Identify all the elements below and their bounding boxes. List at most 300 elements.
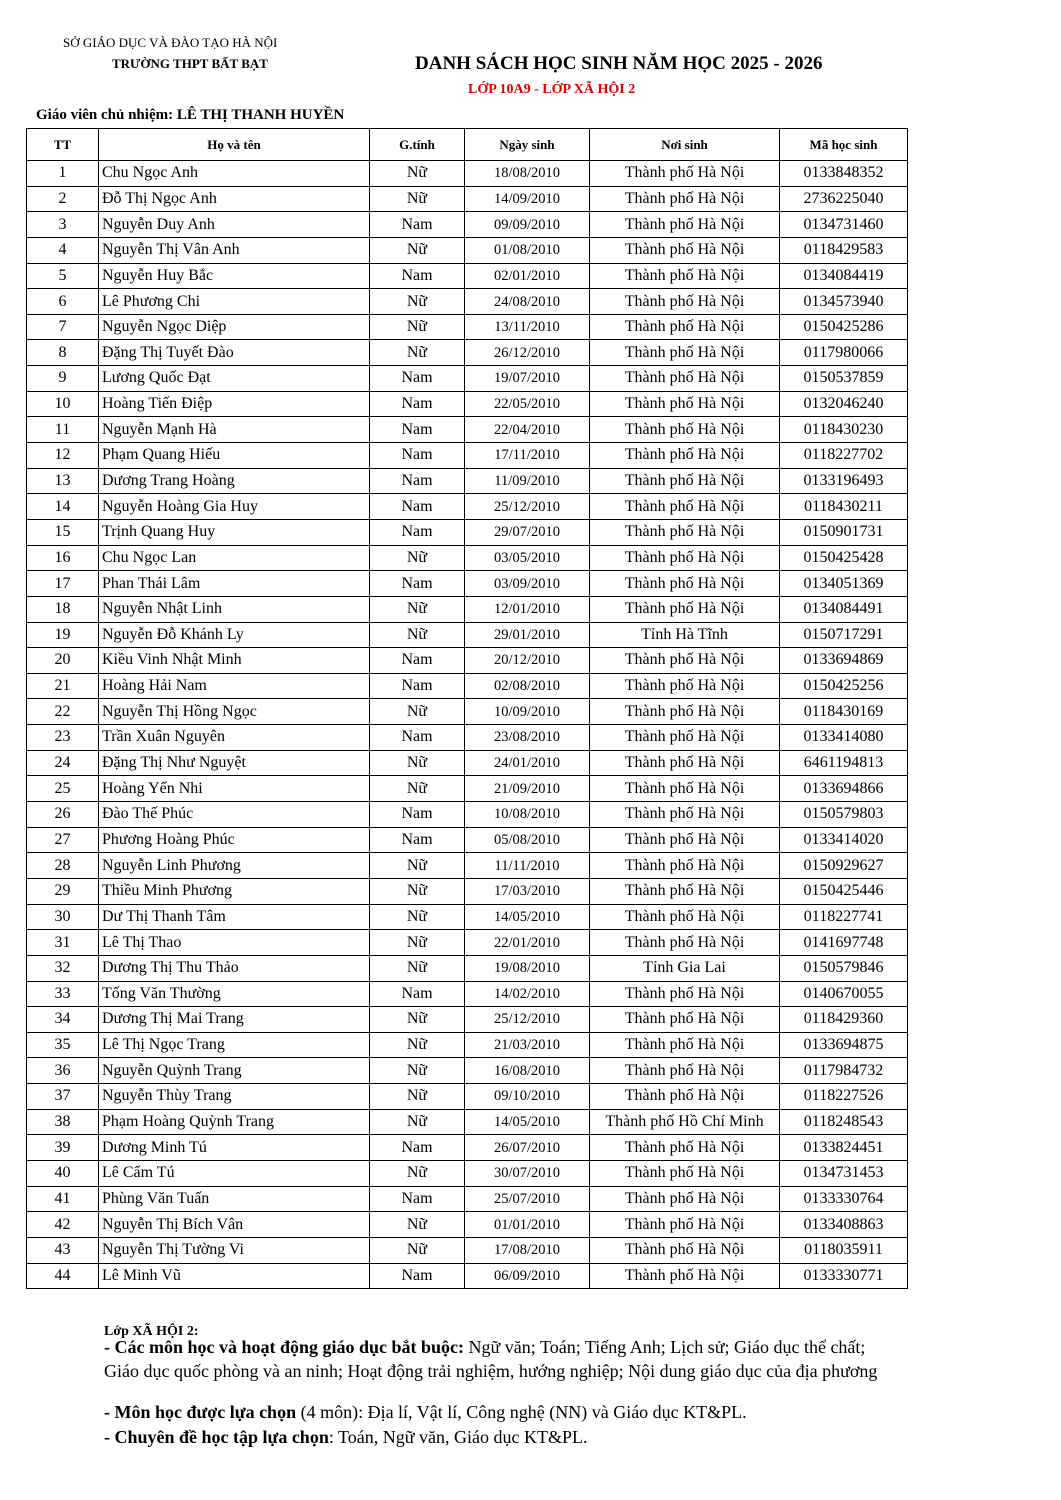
cell-tt: 22: [27, 699, 99, 725]
cell-student-id: 0140670055: [780, 981, 908, 1007]
cell-dob: 03/09/2010: [465, 571, 590, 597]
cell-student-id: 6461194813: [780, 750, 908, 776]
cell-gender: Nam: [370, 725, 465, 751]
student-table: [26, 128, 908, 1289]
cell-gender: Nữ: [370, 545, 465, 571]
cell-tt: 12: [27, 443, 99, 469]
cell-student-id: 0133196493: [780, 468, 908, 494]
cell-birthplace: Thành phố Hà Nội: [590, 161, 780, 187]
cell-student-id: 0133414080: [780, 725, 908, 751]
cell-dob: 20/12/2010: [465, 648, 590, 674]
col-header-birthplace: Nơi sinh: [590, 129, 780, 161]
cell-tt: 7: [27, 314, 99, 340]
elective-text: (4 môn): Địa lí, Vật lí, Công nghệ (NN) và Giáo dục KT&PL.: [296, 1402, 747, 1422]
cell-birthplace: Thành phố Hà Nội: [590, 802, 780, 828]
cell-name: Lê Minh Vũ: [99, 1263, 370, 1289]
cell-birthplace: Thành phố Hà Nội: [590, 1032, 780, 1058]
cell-name: Nguyễn Mạnh Hà: [99, 417, 370, 443]
cell-dob: 01/01/2010: [465, 1212, 590, 1238]
cell-birthplace: Thành phố Hà Nội: [590, 776, 780, 802]
cell-tt: 39: [27, 1135, 99, 1161]
cell-name: Nguyễn Duy Anh: [99, 212, 370, 238]
compulsory-text: Ngữ văn; Toán; Tiếng Anh; Lịch sử; Giáo dục thể chất; Giáo dục quốc phòng và an ninh; Hoạt động trải nghiệm, hướng nghiệp; Nội dung giáo dục của địa phương: [104, 1337, 878, 1381]
notes-title: Lớp XÃ HỘI 2:: [104, 1324, 199, 1339]
table-row: [27, 1160, 908, 1186]
table-row: [27, 443, 908, 469]
cell-student-id: 0118227702: [780, 443, 908, 469]
cell-tt: 14: [27, 494, 99, 520]
department-name: SỞ GIÁO DỤC VÀ ĐÀO TẠO HÀ NỘI: [63, 35, 278, 50]
page-title: DANH SÁCH HỌC SINH NĂM HỌC 2025 - 2026: [415, 53, 823, 74]
cell-birthplace: Thành phố Hà Nội: [590, 1263, 780, 1289]
cell-gender: Nam: [370, 263, 465, 289]
cell-birthplace: Thành phố Hà Nội: [590, 750, 780, 776]
cell-dob: 02/01/2010: [465, 263, 590, 289]
cell-student-id: 0118430169: [780, 699, 908, 725]
table-row: [27, 1084, 908, 1110]
cell-dob: 26/07/2010: [465, 1135, 590, 1161]
cell-student-id: 0118035911: [780, 1237, 908, 1263]
cell-birthplace: Thành phố Hà Nội: [590, 930, 780, 956]
cell-birthplace: Thành phố Hà Nội: [590, 853, 780, 879]
cell-gender: Nam: [370, 391, 465, 417]
cell-student-id: 0134084419: [780, 263, 908, 289]
cell-tt: 9: [27, 366, 99, 392]
cell-student-id: 0150579803: [780, 802, 908, 828]
cell-tt: 10: [27, 391, 99, 417]
cell-gender: Nam: [370, 981, 465, 1007]
cell-tt: 20: [27, 648, 99, 674]
cell-birthplace: Thành phố Hà Nội: [590, 725, 780, 751]
cell-gender: Nữ: [370, 955, 465, 981]
cell-dob: 11/11/2010: [465, 853, 590, 879]
cell-dob: 17/08/2010: [465, 1237, 590, 1263]
cell-birthplace: Thành phố Hà Nội: [590, 1237, 780, 1263]
cell-name: Phạm Quang Hiếu: [99, 443, 370, 469]
cell-tt: 8: [27, 340, 99, 366]
cell-student-id: 0150425446: [780, 878, 908, 904]
cell-gender: Nữ: [370, 930, 465, 956]
cell-name: Đỗ Thị Ngọc Anh: [99, 186, 370, 212]
cell-gender: Nữ: [370, 1058, 465, 1084]
cell-birthplace: Thành phố Hà Nội: [590, 519, 780, 545]
cell-student-id: 0133694875: [780, 1032, 908, 1058]
cell-student-id: 0150425256: [780, 673, 908, 699]
cell-student-id: 0150537859: [780, 366, 908, 392]
cell-name: Đặng Thị Tuyết Đào: [99, 340, 370, 366]
table-row: [27, 853, 908, 879]
cell-name: Lê Thị Ngọc Trang: [99, 1032, 370, 1058]
cell-dob: 21/03/2010: [465, 1032, 590, 1058]
cell-name: Nguyễn Thị Hồng Ngọc: [99, 699, 370, 725]
cell-student-id: 0118430230: [780, 417, 908, 443]
cell-dob: 18/08/2010: [465, 161, 590, 187]
col-header-gender: G.tính: [370, 129, 465, 161]
cell-dob: 25/07/2010: [465, 1186, 590, 1212]
table-row: [27, 494, 908, 520]
cell-birthplace: Thành phố Hà Nội: [590, 545, 780, 571]
table-row: [27, 904, 908, 930]
cell-gender: Nữ: [370, 1109, 465, 1135]
cell-dob: 03/05/2010: [465, 545, 590, 571]
cell-tt: 32: [27, 955, 99, 981]
cell-birthplace: Thành phố Hà Nội: [590, 237, 780, 263]
table-row: [27, 212, 908, 238]
cell-dob: 19/07/2010: [465, 366, 590, 392]
table-row: [27, 1032, 908, 1058]
cell-tt: 1: [27, 161, 99, 187]
cell-gender: Nam: [370, 1135, 465, 1161]
cell-tt: 29: [27, 878, 99, 904]
cell-gender: Nam: [370, 673, 465, 699]
cell-dob: 14/02/2010: [465, 981, 590, 1007]
table-row: [27, 263, 908, 289]
cell-student-id: 0133848352: [780, 161, 908, 187]
cell-dob: 30/07/2010: [465, 1160, 590, 1186]
cell-gender: Nữ: [370, 1084, 465, 1110]
cell-dob: 14/09/2010: [465, 186, 590, 212]
cell-birthplace: Thành phố Hà Nội: [590, 1186, 780, 1212]
cell-student-id: 0118227526: [780, 1084, 908, 1110]
cell-gender: Nam: [370, 802, 465, 828]
cell-birthplace: Thành phố Hà Nội: [590, 391, 780, 417]
table-row: [27, 802, 908, 828]
cell-dob: 14/05/2010: [465, 1109, 590, 1135]
cell-gender: Nam: [370, 519, 465, 545]
cell-dob: 09/10/2010: [465, 1084, 590, 1110]
cell-name: Nguyễn Thùy Trang: [99, 1084, 370, 1110]
cell-student-id: 0134573940: [780, 289, 908, 315]
cell-name: Chu Ngọc Lan: [99, 545, 370, 571]
cell-tt: 25: [27, 776, 99, 802]
table-row: [27, 596, 908, 622]
cell-tt: 42: [27, 1212, 99, 1238]
cell-gender: Nữ: [370, 1212, 465, 1238]
cell-birthplace: Thành phố Hà Nội: [590, 340, 780, 366]
cell-birthplace: Thành phố Hồ Chí Minh: [590, 1109, 780, 1135]
table-row: [27, 930, 908, 956]
cell-gender: Nữ: [370, 237, 465, 263]
cell-birthplace: Tỉnh Hà Tĩnh: [590, 622, 780, 648]
cell-student-id: 0133330764: [780, 1186, 908, 1212]
cell-student-id: 2736225040: [780, 186, 908, 212]
cell-tt: 28: [27, 853, 99, 879]
cell-birthplace: Thành phố Hà Nội: [590, 596, 780, 622]
cell-gender: Nữ: [370, 750, 465, 776]
cell-student-id: 0150901731: [780, 519, 908, 545]
school-name: TRƯỜNG THPT BẤT BẠT: [112, 56, 268, 71]
cell-name: Nguyễn Hoàng Gia Huy: [99, 494, 370, 520]
compulsory-label: - Các môn học và hoạt động giáo dục bắt buộc:: [104, 1337, 465, 1357]
cell-dob: 16/08/2010: [465, 1058, 590, 1084]
cell-name: Lê Phương Chi: [99, 289, 370, 315]
cell-tt: 16: [27, 545, 99, 571]
cell-gender: Nam: [370, 468, 465, 494]
cell-name: Lê Cẩm Tú: [99, 1160, 370, 1186]
cell-dob: 21/09/2010: [465, 776, 590, 802]
cell-dob: 17/03/2010: [465, 878, 590, 904]
cell-student-id: 0150425286: [780, 314, 908, 340]
cell-dob: 12/01/2010: [465, 596, 590, 622]
cell-student-id: 0134084491: [780, 596, 908, 622]
table-row: [27, 186, 908, 212]
cell-name: Dương Trang Hoàng: [99, 468, 370, 494]
table-row: [27, 391, 908, 417]
table-row: [27, 878, 908, 904]
cell-tt: 23: [27, 725, 99, 751]
cell-tt: 3: [27, 212, 99, 238]
cell-name: Phùng Văn Tuấn: [99, 1186, 370, 1212]
cell-dob: 11/09/2010: [465, 468, 590, 494]
student-rows: [27, 161, 908, 1289]
cell-dob: 09/09/2010: [465, 212, 590, 238]
cell-tt: 41: [27, 1186, 99, 1212]
cell-dob: 10/08/2010: [465, 802, 590, 828]
cell-gender: Nam: [370, 494, 465, 520]
col-header-name: Họ và tên: [99, 129, 370, 161]
cell-birthplace: Thành phố Hà Nội: [590, 212, 780, 238]
cell-student-id: 0133694866: [780, 776, 908, 802]
cell-dob: 10/09/2010: [465, 699, 590, 725]
cell-name: Hoàng Yến Nhi: [99, 776, 370, 802]
table-row: [27, 366, 908, 392]
col-header-tt: TT: [27, 129, 99, 161]
cell-gender: Nữ: [370, 1160, 465, 1186]
cell-gender: Nữ: [370, 289, 465, 315]
cell-gender: Nữ: [370, 878, 465, 904]
cell-gender: Nữ: [370, 1007, 465, 1033]
cell-tt: 31: [27, 930, 99, 956]
cell-name: Trần Xuân Nguyên: [99, 725, 370, 751]
elective-label: - Môn học được lựa chọn: [104, 1402, 297, 1422]
cell-name: Tống Văn Thường: [99, 981, 370, 1007]
table-row: [27, 750, 908, 776]
cell-gender: Nam: [370, 212, 465, 238]
cell-name: Phạm Hoàng Quỳnh Trang: [99, 1109, 370, 1135]
cell-dob: 14/05/2010: [465, 904, 590, 930]
cell-tt: 40: [27, 1160, 99, 1186]
homeroom-teacher: Giáo viên chủ nhiệm: LÊ THỊ THANH HUYỀN: [36, 107, 345, 123]
topics-label: - Chuyên đề học tập lựa chọn: [104, 1427, 329, 1447]
cell-name: Nguyễn Ngọc Diệp: [99, 314, 370, 340]
table-row: [27, 622, 908, 648]
cell-tt: 4: [27, 237, 99, 263]
cell-birthplace: Thành phố Hà Nội: [590, 673, 780, 699]
cell-dob: 24/01/2010: [465, 750, 590, 776]
cell-dob: 17/11/2010: [465, 443, 590, 469]
cell-birthplace: Thành phố Hà Nội: [590, 417, 780, 443]
cell-tt: 19: [27, 622, 99, 648]
cell-student-id: 0150717291: [780, 622, 908, 648]
cell-dob: 22/05/2010: [465, 391, 590, 417]
cell-student-id: 0150929627: [780, 853, 908, 879]
table-header-row: [27, 129, 908, 161]
cell-gender: Nữ: [370, 340, 465, 366]
cell-gender: Nữ: [370, 699, 465, 725]
cell-gender: Nữ: [370, 161, 465, 187]
cell-birthplace: Thành phố Hà Nội: [590, 571, 780, 597]
cell-student-id: 0134731453: [780, 1160, 908, 1186]
cell-tt: 33: [27, 981, 99, 1007]
cell-name: Dương Thị Thu Thảo: [99, 955, 370, 981]
cell-birthplace: Thành phố Hà Nội: [590, 1135, 780, 1161]
cell-gender: Nữ: [370, 853, 465, 879]
cell-gender: Nam: [370, 571, 465, 597]
cell-tt: 15: [27, 519, 99, 545]
cell-tt: 27: [27, 827, 99, 853]
cell-birthplace: Thành phố Hà Nội: [590, 468, 780, 494]
cell-name: Lương Quốc Đạt: [99, 366, 370, 392]
cell-name: Nguyễn Thị Bích Vân: [99, 1212, 370, 1238]
cell-tt: 30: [27, 904, 99, 930]
table-row: [27, 417, 908, 443]
table-row: [27, 571, 908, 597]
cell-tt: 6: [27, 289, 99, 315]
cell-birthplace: Thành phố Hà Nội: [590, 1058, 780, 1084]
cell-tt: 21: [27, 673, 99, 699]
topics-text: : Toán, Ngữ văn, Giáo dục KT&PL.: [328, 1427, 588, 1447]
table-row: [27, 161, 908, 187]
cell-name: Nguyễn Thị Tường Vi: [99, 1237, 370, 1263]
cell-birthplace: Thành phố Hà Nội: [590, 186, 780, 212]
cell-tt: 2: [27, 186, 99, 212]
table-row: [27, 725, 908, 751]
cell-birthplace: Thành phố Hà Nội: [590, 443, 780, 469]
table-row: [27, 1058, 908, 1084]
table-row: [27, 237, 908, 263]
cell-name: Phương Hoàng Phúc: [99, 827, 370, 853]
cell-tt: 35: [27, 1032, 99, 1058]
table-row: [27, 340, 908, 366]
table-row: [27, 519, 908, 545]
cell-dob: 29/01/2010: [465, 622, 590, 648]
class-subtitle: LỚP 10A9 - LỚP XÃ HỘI 2: [468, 82, 636, 97]
cell-tt: 38: [27, 1109, 99, 1135]
cell-gender: Nữ: [370, 904, 465, 930]
cell-name: Dương Thị Mai Trang: [99, 1007, 370, 1033]
elective-topics-note: [104, 1425, 904, 1449]
cell-dob: 23/08/2010: [465, 725, 590, 751]
table-row: [27, 545, 908, 571]
cell-student-id: 0118248543: [780, 1109, 908, 1135]
cell-gender: Nam: [370, 1263, 465, 1289]
cell-tt: 37: [27, 1084, 99, 1110]
cell-gender: Nam: [370, 366, 465, 392]
cell-tt: 13: [27, 468, 99, 494]
table-row: [27, 648, 908, 674]
cell-name: Thiều Minh Phương: [99, 878, 370, 904]
table-row: [27, 1135, 908, 1161]
cell-name: Trịnh Quang Huy: [99, 519, 370, 545]
cell-birthplace: Thành phố Hà Nội: [590, 494, 780, 520]
cell-student-id: 0117980066: [780, 340, 908, 366]
cell-name: Chu Ngọc Anh: [99, 161, 370, 187]
cell-name: Hoàng Tiến Điệp: [99, 391, 370, 417]
cell-dob: 06/09/2010: [465, 1263, 590, 1289]
table-row: [27, 699, 908, 725]
cell-tt: 36: [27, 1058, 99, 1084]
table-row: [27, 1109, 908, 1135]
cell-birthplace: Thành phố Hà Nội: [590, 366, 780, 392]
cell-student-id: 0134731460: [780, 212, 908, 238]
table-row: [27, 1212, 908, 1238]
cell-name: Phan Thái Lâm: [99, 571, 370, 597]
col-header-dob: Ngày sinh: [465, 129, 590, 161]
cell-tt: 17: [27, 571, 99, 597]
cell-student-id: 0118429360: [780, 1007, 908, 1033]
cell-dob: 29/07/2010: [465, 519, 590, 545]
cell-name: Nguyễn Thị Vân Anh: [99, 237, 370, 263]
cell-tt: 18: [27, 596, 99, 622]
table-row: [27, 673, 908, 699]
cell-student-id: 0133694869: [780, 648, 908, 674]
cell-birthplace: Thành phố Hà Nội: [590, 699, 780, 725]
cell-dob: 25/12/2010: [465, 1007, 590, 1033]
cell-birthplace: Thành phố Hà Nội: [590, 263, 780, 289]
cell-student-id: 0133408863: [780, 1212, 908, 1238]
cell-student-id: 0141697748: [780, 930, 908, 956]
cell-tt: 44: [27, 1263, 99, 1289]
cell-birthplace: Tỉnh Gia Lai: [590, 955, 780, 981]
cell-birthplace: Thành phố Hà Nội: [590, 981, 780, 1007]
cell-student-id: 0118227741: [780, 904, 908, 930]
cell-gender: Nam: [370, 417, 465, 443]
cell-gender: Nữ: [370, 1237, 465, 1263]
cell-birthplace: Thành phố Hà Nội: [590, 1084, 780, 1110]
cell-gender: Nữ: [370, 314, 465, 340]
cell-birthplace: Thành phố Hà Nội: [590, 1212, 780, 1238]
cell-gender: Nam: [370, 443, 465, 469]
cell-student-id: 0133414020: [780, 827, 908, 853]
cell-name: Đặng Thị Như Nguyệt: [99, 750, 370, 776]
cell-dob: 24/08/2010: [465, 289, 590, 315]
cell-gender: Nữ: [370, 186, 465, 212]
cell-dob: 01/08/2010: [465, 237, 590, 263]
compulsory-subjects-note: [104, 1335, 904, 1395]
cell-dob: 25/12/2010: [465, 494, 590, 520]
cell-birthplace: Thành phố Hà Nội: [590, 1160, 780, 1186]
cell-name: Nguyễn Nhật Linh: [99, 596, 370, 622]
cell-name: Nguyễn Quỳnh Trang: [99, 1058, 370, 1084]
table-row: [27, 955, 908, 981]
cell-gender: Nữ: [370, 622, 465, 648]
cell-birthplace: Thành phố Hà Nội: [590, 289, 780, 315]
cell-tt: 24: [27, 750, 99, 776]
cell-dob: 22/04/2010: [465, 417, 590, 443]
table-row: [27, 1007, 908, 1033]
cell-tt: 5: [27, 263, 99, 289]
cell-birthplace: Thành phố Hà Nội: [590, 648, 780, 674]
table-row: [27, 289, 908, 315]
cell-birthplace: Thành phố Hà Nội: [590, 314, 780, 340]
elective-subjects-note: [104, 1400, 904, 1424]
cell-birthplace: Thành phố Hà Nội: [590, 878, 780, 904]
cell-name: Nguyễn Đỗ Khánh Ly: [99, 622, 370, 648]
col-header-student-id: Mã học sinh: [780, 129, 908, 161]
cell-dob: 22/01/2010: [465, 930, 590, 956]
table-row: [27, 981, 908, 1007]
cell-gender: Nam: [370, 648, 465, 674]
cell-dob: 26/12/2010: [465, 340, 590, 366]
cell-student-id: 0150579846: [780, 955, 908, 981]
cell-name: Dương Minh Tú: [99, 1135, 370, 1161]
table-row: [27, 468, 908, 494]
cell-student-id: 0118430211: [780, 494, 908, 520]
cell-gender: Nữ: [370, 1032, 465, 1058]
table-row: [27, 827, 908, 853]
table-row: [27, 776, 908, 802]
cell-tt: 43: [27, 1237, 99, 1263]
